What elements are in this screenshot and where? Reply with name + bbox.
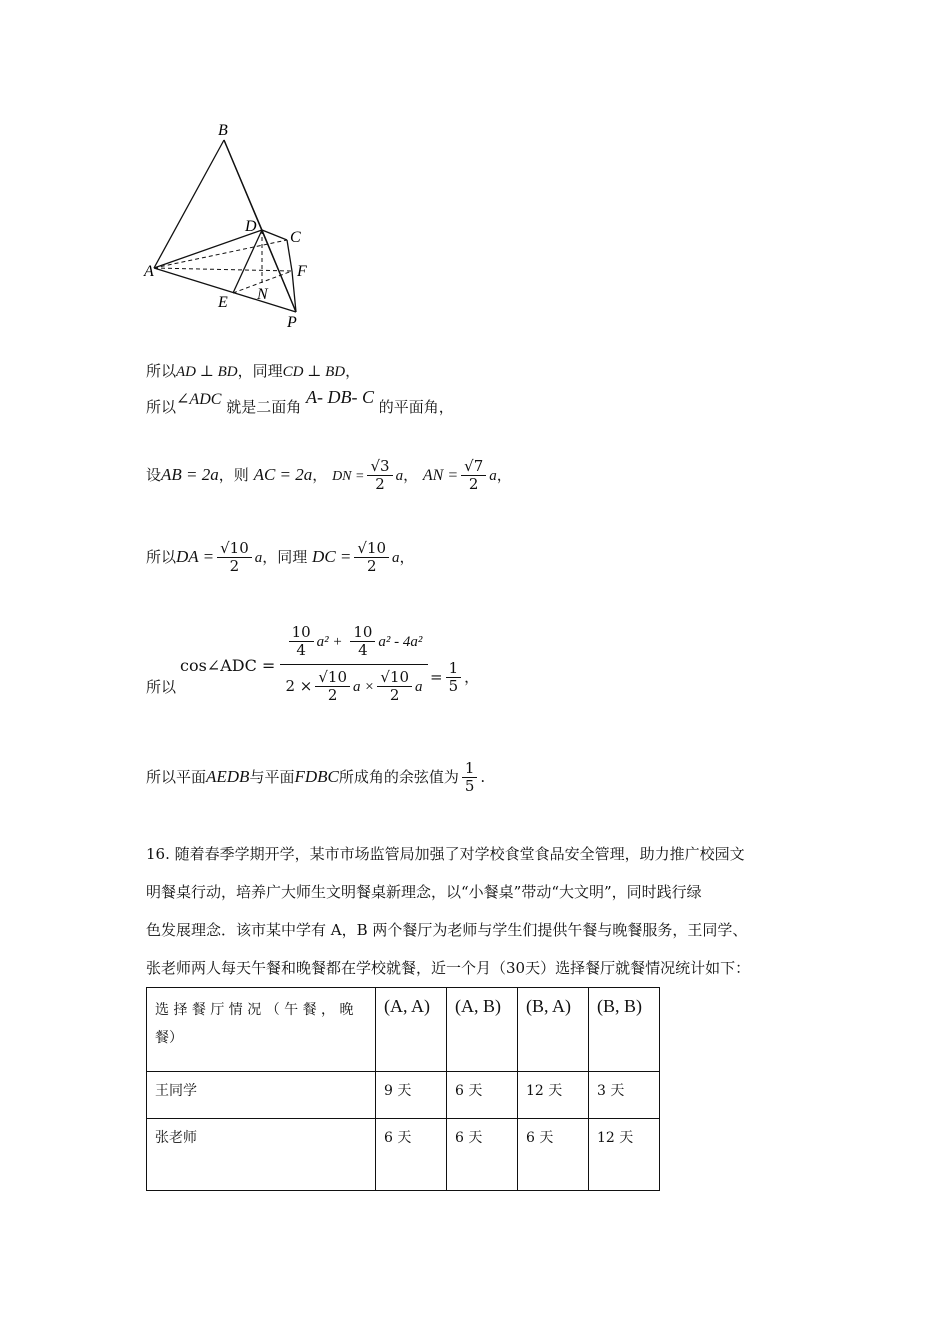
math-cd-perp-bd: CD ⊥ BD — [282, 364, 346, 380]
table-row — [147, 1119, 660, 1191]
table-cell: 6 天 — [518, 1119, 589, 1191]
header-cell: (B, A) — [518, 988, 589, 1072]
table-cell: 3 天 — [589, 1072, 660, 1119]
edge-BD — [224, 140, 262, 230]
problem-16-line-3: 色发展理念．该市某中学有 A，B 两个餐厅为老师与学生们提供午餐与晚餐服务，王同学、 — [146, 921, 748, 939]
table-cell: 9 天 — [376, 1072, 447, 1119]
label-F: F — [297, 263, 307, 280]
table-cell: 6 天 — [447, 1119, 518, 1191]
math-cos-adc: cos∠ADC = — [180, 656, 276, 675]
frac-sqrt3-over-2: $\frac{√3}{2}$ — [367, 458, 392, 494]
problem-16-line-4: 张老师两人每天午餐和晚餐都在学校就餐，近一个月（30天）选择餐厅就餐情况统计如下： — [146, 959, 751, 977]
cos-result: = $\frac{1}{5}$ ， — [430, 659, 480, 696]
edge-BA — [154, 140, 224, 268]
geometry-diagram — [140, 118, 320, 333]
solution-line-3: 设AB = 2a，则 AC = 2a， DN = $\frac{√3}{2}$ a， AN = $\frac{√7}{2}$ a， — [146, 457, 512, 494]
frac-sqrt7-over-2: $\frac{√7}{2}$ — [461, 458, 486, 494]
frac-1-over-5: $\frac{1}{5}$ — [462, 760, 478, 796]
table-cell: 张老师 — [147, 1119, 376, 1191]
label-B: B — [218, 122, 228, 139]
frac-sqrt10-over-2-dc: $\frac{√10}{2}$ — [354, 540, 389, 576]
edge-AF-dashed — [154, 268, 292, 271]
header-cell: 选 择 餐 厅 情 况 （ 午 餐 ， 晚 餐） — [147, 988, 376, 1072]
table-cell: 12 天 — [589, 1119, 660, 1191]
math-dihedral: A- DB- C — [306, 387, 374, 407]
math-ad-perp-bd: AD ⊥ BD — [176, 364, 238, 380]
solution-line-5-prefix: 所以 — [146, 678, 177, 696]
table-cell: 6 天 — [447, 1072, 518, 1119]
problem-16-text — [146, 835, 826, 987]
label-P: P — [287, 314, 297, 331]
table-header-row — [147, 988, 660, 1072]
solution-line-2: 所以∠ADC 就是二面角 A- DB- C 的平面角， — [146, 387, 454, 416]
solution-line-6: 所以平面AEDB与平面FDBC所成角的余弦值为 $\frac{1}{5}$ . — [146, 759, 486, 796]
label-E: E — [218, 294, 228, 311]
solution-line-1: 所以AD ⊥ BD，同理CD ⊥ BD， — [146, 362, 361, 380]
frac-sqrt10-over-2-da: $\frac{√10}{2}$ — [217, 540, 252, 576]
label-N: N — [257, 286, 268, 303]
table-row — [147, 1072, 660, 1119]
table-cell: 6 天 — [376, 1119, 447, 1191]
edge-DE — [233, 230, 262, 293]
restaurant-selection-table — [146, 987, 660, 1191]
problem-16-line-2: 明餐桌行动，培养广大师生文明餐桌新理念，以“小餐桌”带动“大文明”，同时践行绿 — [146, 883, 702, 901]
header-cell: (B, B) — [589, 988, 660, 1072]
label-A: A — [144, 263, 154, 280]
solution-line-4: 所以DA = $\frac{√10}{2}$ a，同理 DC = $\frac{√10}{2}$ a， — [146, 539, 415, 576]
header-cell: (A, B) — [447, 988, 518, 1072]
cos-big-fraction: $\frac{10}{4}$ a² + $\frac{10}{4}$ a² - 4a² 2 × $\frac{√10}{2}$ a × $\frac{√10}{2}$ a — [280, 624, 428, 704]
table-cell: 12 天 — [518, 1072, 589, 1119]
label-D: D — [245, 218, 257, 235]
math-angle-adc: ∠ADC — [176, 391, 222, 408]
header-cell: (A, A) — [376, 988, 447, 1072]
table-cell: 王同学 — [147, 1072, 376, 1119]
problem-16-line-1: 16. 随着春季学期开学，某市市场监管局加强了对学校食堂食品安全管理，助力推广校园文 — [146, 845, 745, 863]
label-C: C — [290, 229, 301, 246]
